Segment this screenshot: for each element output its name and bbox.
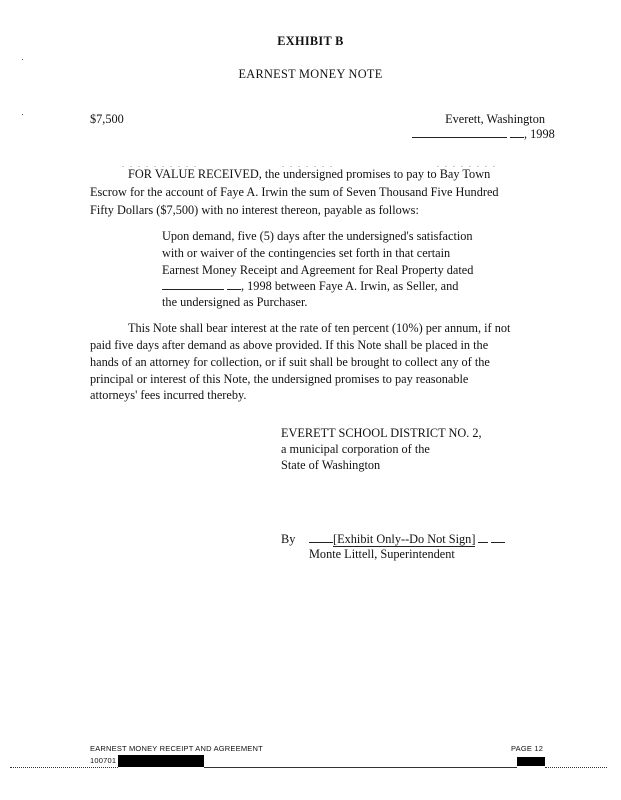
signature-placeholder: [Exhibit Only--Do Not Sign] xyxy=(333,532,476,546)
indent-line-5: the undersigned as Purchaser. xyxy=(162,295,308,309)
amount: $7,500 xyxy=(90,112,124,126)
indent-line-4-text: , 1998 between Faye A. Irwin, as Seller, and xyxy=(241,279,459,293)
scan-marks: . . . . . . . . . . xyxy=(122,160,198,169)
indent-line-2: with or waiver of the contingencies set forth in that certain xyxy=(162,246,451,260)
signature-blank xyxy=(478,531,488,543)
signatory-org-line-3: State of Washington xyxy=(281,458,381,472)
note-title: EARNEST MONEY NOTE xyxy=(238,67,383,81)
signature-blank xyxy=(309,531,333,543)
agreement-date-blank xyxy=(227,278,241,290)
footer-code: 100701 xyxy=(90,756,117,765)
paragraph-2-line-3: hands of an attorney for collection, or if suit shall be brought to collect any of the xyxy=(90,355,490,369)
scan-marks: . . . . . . . xyxy=(282,160,334,169)
date-blank xyxy=(412,126,507,138)
date-blank xyxy=(510,126,524,138)
signature-line xyxy=(309,531,505,547)
paragraph-1-line-2: Escrow for the account of Faye A. Irwin the sum of Seven Thousand Five Hundred xyxy=(90,185,499,199)
redaction-bar xyxy=(118,755,204,767)
indent-line-3: Earnest Money Receipt and Agreement for Real Property dated xyxy=(162,263,474,277)
paragraph-2-line-4: principal or interest of this Note, the undersigned promises to pay reasonable xyxy=(90,372,469,386)
exhibit-heading: EXHIBIT B xyxy=(277,34,344,48)
scan-speck xyxy=(22,114,23,115)
footer-rule xyxy=(545,767,607,768)
date-line xyxy=(412,126,555,142)
signature-blank xyxy=(491,531,505,543)
paragraph-1-line-1: FOR VALUE RECEIVED, the undersigned promises to pay to Bay Town xyxy=(128,167,491,181)
paragraph-2-line-2: paid five days after demand as above provided. If this Note shall be placed in the xyxy=(90,338,489,352)
footer-title: EARNEST MONEY RECEIPT AND AGREEMENT xyxy=(90,744,263,753)
agreement-date-blank xyxy=(162,278,224,290)
signatory-org: EVERETT SCHOOL DISTRICT NO. 2, xyxy=(281,426,482,440)
footer-rule xyxy=(204,767,517,768)
scan-marks: . . . . . . . . xyxy=(437,160,497,169)
indent-line-4 xyxy=(162,278,458,294)
redaction-bar xyxy=(517,757,545,766)
date-year: , 1998 xyxy=(524,127,555,141)
paragraph-1-line-3: Fifty Dollars ($7,500) with no interest thereon, payable as follows: xyxy=(90,203,419,217)
paragraph-2-line-1: This Note shall bear interest at the rate of ten percent (10%) per annum, if not xyxy=(128,321,511,335)
scan-speck xyxy=(22,59,23,60)
indent-line-1: Upon demand, five (5) days after the undersigned's satisfaction xyxy=(162,229,473,243)
signatory-org-line-2: a municipal corporation of the xyxy=(281,442,430,456)
footer-page: PAGE 12 xyxy=(511,744,544,753)
city: Everett, Washington xyxy=(445,112,545,126)
by-label: By xyxy=(281,532,296,546)
footer-rule xyxy=(10,767,118,768)
signer-name: Monte Littell, Superintendent xyxy=(309,547,455,561)
paragraph-2-line-5: attorneys' fees incurred thereby. xyxy=(90,388,247,402)
